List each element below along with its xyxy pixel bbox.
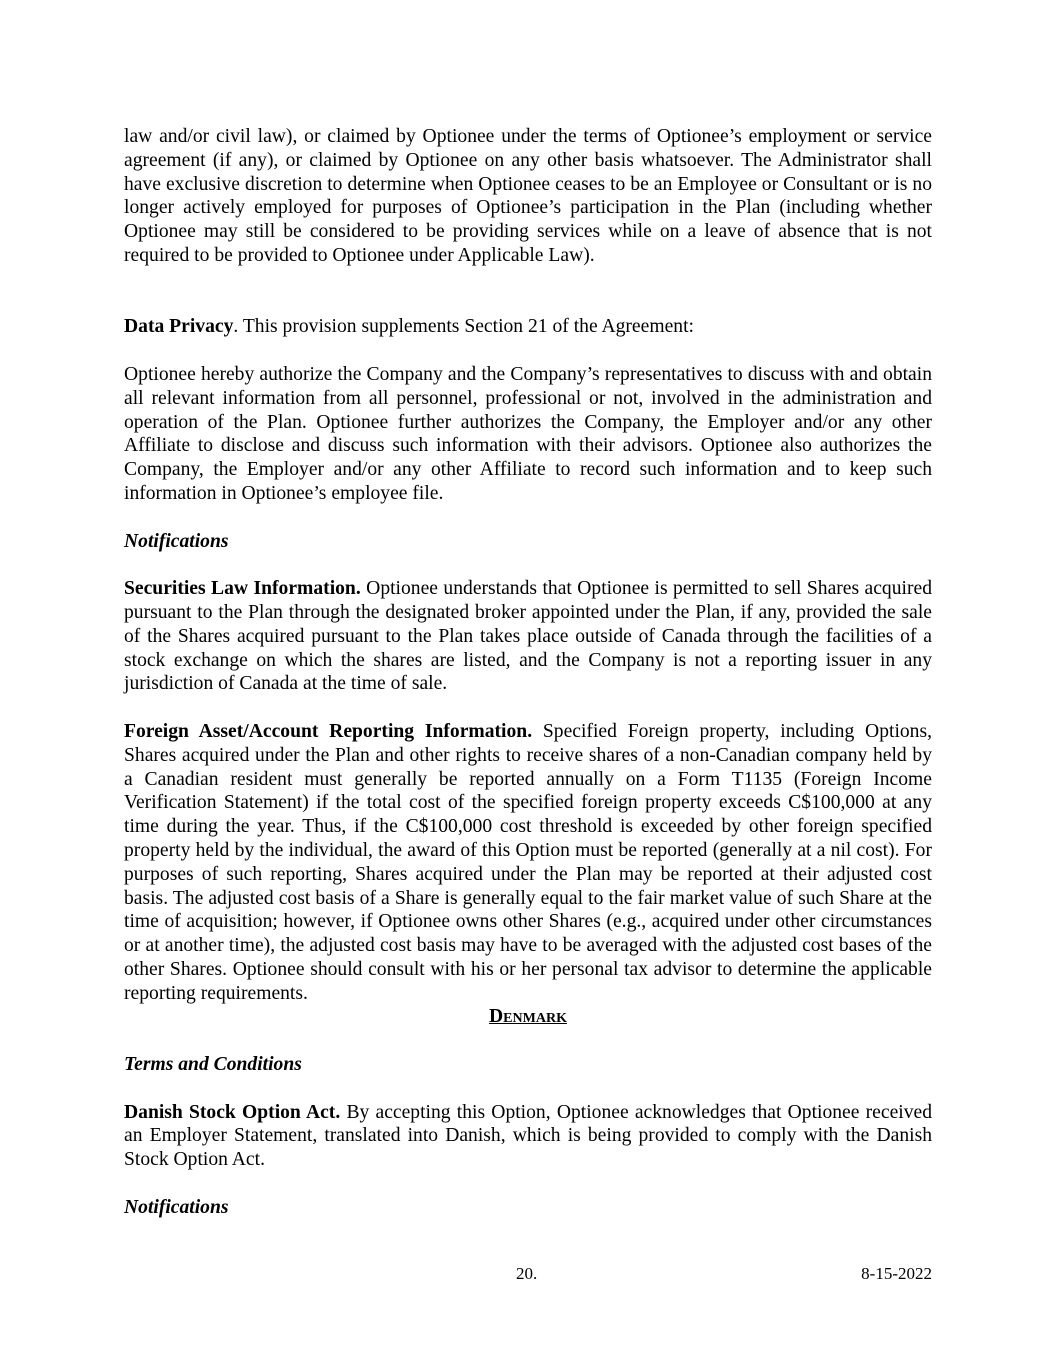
data-privacy-intro: . This provision supplements Section 21 of the Agreement:	[233, 316, 694, 338]
securities-law-paragraph	[124, 577, 932, 696]
continuation-paragraph: law and/or civil law), or claimed by Optionee under the terms of Optionee’s employment or service agreement (if any), or claimed by Optionee on any other basis whatsoever. The Administrator shall have exclusive discretion to determine when Optionee ceases to be an Employee or Consultant or is no longer actively employed for purposes of Optionee’s participation in the Plan (including whether Optionee may still be considered to be providing services while on a leave of absence that is not required to be provided to Optionee under Applicable Law).	[124, 126, 932, 266]
notifications-heading-2: Notifications	[124, 1196, 229, 1218]
spacer	[124, 553, 932, 577]
page-number: 20.	[516, 1264, 538, 1283]
spacer	[124, 1077, 932, 1101]
spacer	[124, 339, 932, 363]
data-privacy-body: Optionee hereby authorize the Company and the Company’s representatives to discuss with and obtain all relevant information from all personnel, professional or not, involved in the administration and operation of the Plan. Optionee further authorizes the Company, the Employer and/or any other Affiliate to disclose and discuss such information with their advisors. Optionee also authorizes the Company, the Employer and/or any other Affiliate to record such information and to keep such information in Optionee’s employee file.	[124, 363, 932, 504]
foreign-asset-body: Specified Foreign property, including Options, Shares acquired under the Plan and other rights to receive shares of a non-Canadian company held by a Canadian resident must generally be reported annually on a Form T1135 (Foreign Income Verification Statement) if the total cost of the specified foreign property exceeds C$100,000 at any time during the year. Thus, if the C$100,000 cost threshold is exceeded by other foreign specified property held by the individual, the award of this Option must be reported (generally at a nil cost). For purposes of such reporting, Shares acquired under the Plan may be reported at their adjusted cost basis. The adjusted cost basis of a Share is generally equal to the fair market value of such Share at the time of acquisition; however, if Optionee owns other Shares (e.g., acquired under other circumstances or at another time), the adjusted cost basis may have to be averaged with the adjusted cost bases of the other Shares. Optionee should consult with his or her personal tax advisor to determine the applicable reporting requirements.	[124, 720, 933, 1004]
danish-stock-option-paragraph	[124, 1101, 932, 1172]
spacer	[124, 1029, 932, 1053]
securities-law-body: Optionee understands that Optionee is permitted to sell Shares acquired pursuant to the Plan through the designated broker appointed under the Plan, if any, provided the sale of the Shares acquired pursuant to the Plan takes place outside of Canada through the facilities of a stock exchange on which the shares are listed, and the Company is not a reporting issuer in any jurisdiction of Canada at the time of sale.	[124, 578, 932, 695]
document-page	[124, 125, 932, 1220]
terms-conditions-heading: Terms and Conditions	[124, 1054, 302, 1076]
danish-stock-option-body: By accepting this Option, Optionee acknowledges that Optionee received an Employer Statement, translated into Danish, which is being provided to comply with the Danish Stock Option Act.	[124, 1101, 933, 1171]
document-date: 8-15-2022	[861, 1264, 932, 1283]
danish-stock-option-title: Danish Stock Option Act.	[124, 1101, 341, 1123]
foreign-asset-title: Foreign Asset/Account Reporting Information.	[124, 720, 533, 742]
spacer	[124, 268, 932, 316]
denmark-heading: Denmark	[489, 1006, 567, 1028]
spacer	[124, 1172, 932, 1196]
spacer	[124, 696, 932, 720]
securities-law-title: Securities Law Information.	[124, 578, 361, 600]
foreign-asset-paragraph	[124, 720, 932, 1006]
data-privacy-paragraph	[124, 315, 932, 339]
notifications-heading: Notifications	[124, 530, 229, 552]
spacer	[124, 506, 932, 530]
data-privacy-title: Data Privacy	[124, 316, 234, 338]
